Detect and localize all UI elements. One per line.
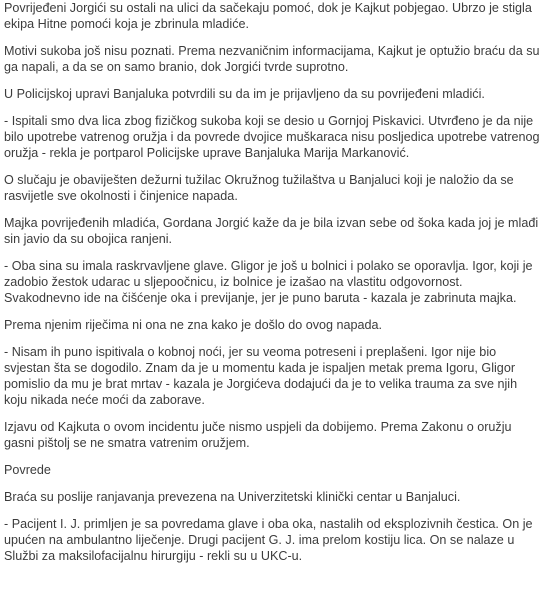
paragraph-5: O slučaju je obaviješten dežurni tužilac Okružnog tužilaštva u Banjaluci koji je naložio da se rasvijetle sve okolnosti i činjenice napada. xyxy=(4,173,514,203)
paragraph-7-quote: - Oba sina su imala raskrvavljene glave. Gligor je još u bolnici i polako se oporavlja. Igor, koji je zadobio žestok udarac u sljepoočnicu, iz bolnice je izašao na vlastitu odgovornost. Svakodnevno ide na čišćenje oka i previjanje, jer je puno baruta - kazala je zabrinuta majka. xyxy=(4,259,533,305)
paragraph-4-quote: - Ispitali smo dva lica zbog fizičkog sukoba koji se desio u Gornjoj Piskavici. Utvrđeno je da nije bilo upotrebe vatrenog oružja i da povrede dvojice muškaraca nisu posljedica upotrebe vatrenog oružja - rekla je portparol Policijske uprave Banjaluka Marija Markanović. xyxy=(4,114,540,160)
article-body xyxy=(4,0,542,575)
paragraph-9-quote: - Nisam ih puno ispitivala o kobnoj noći, jer su veoma potreseni i preplašeni. Igor nije bio svjestan šta se dogodilo. Znam da je u momentu kada je ispaljen metak prema Igoru, Gligor pomislio da mu je brat mrtav - kazala je Jorgićeva dodajući da je to velika trauma za sve njih koju nikada neće moći da zaborave. xyxy=(4,345,518,407)
paragraph-6: Majka povrijeđenih mladića, Gordana Jorgić kaže da je bila izvan sebe od šoka kada joj je mlađi sin javio da su obojica ranjeni. xyxy=(4,216,539,246)
paragraph-1: Povrijeđeni Jorgići su ostali na ulici da sačekaju pomoć, dok je Kajkut pobjegao. Ubrzo je stigla ekipa Hitne pomoći koja je zbrinula mladiće. xyxy=(4,1,532,31)
paragraph-8: Prema njenim riječima ni ona ne zna kako je došlo do ovog napada. xyxy=(4,318,383,332)
paragraph-10: Izjavu od Kajkuta o ovom incidentu juče nismo uspjeli da dobijemo. Prema Zakonu o oružju gasni pištolj se ne smatra vatrenim oružjem. xyxy=(4,420,512,450)
section-heading-povrede: Povrede xyxy=(4,463,51,477)
paragraph-3: U Policijskoj upravi Banjaluka potvrdili su da im je prijavljeno da su povrijeđeni mladići. xyxy=(4,87,485,101)
paragraph-2: Motivi sukoba još nisu poznati. Prema nezvaničnim informacijama, Kajkut je optužio braću da su ga napali, a da se on samo branio, dok Jorgići tvrde suprotno. xyxy=(4,44,540,74)
paragraph-12-quote: - Pacijent I. J. primljen je sa povredama glave i oba oka, nastalih od eksplozivnih čestica. On je upućen na ambulantno liječenje. Drugi pacijent G. J. ima prelom kostiju lica. On se nalaze u Službi za maksilofacijalnu hirurgiju - rekli su u UKC-u. xyxy=(4,517,533,563)
paragraph-11: Braća su poslije ranjavanja prevezena na Univerzitetski klinički centar u Banjaluci. xyxy=(4,490,461,504)
